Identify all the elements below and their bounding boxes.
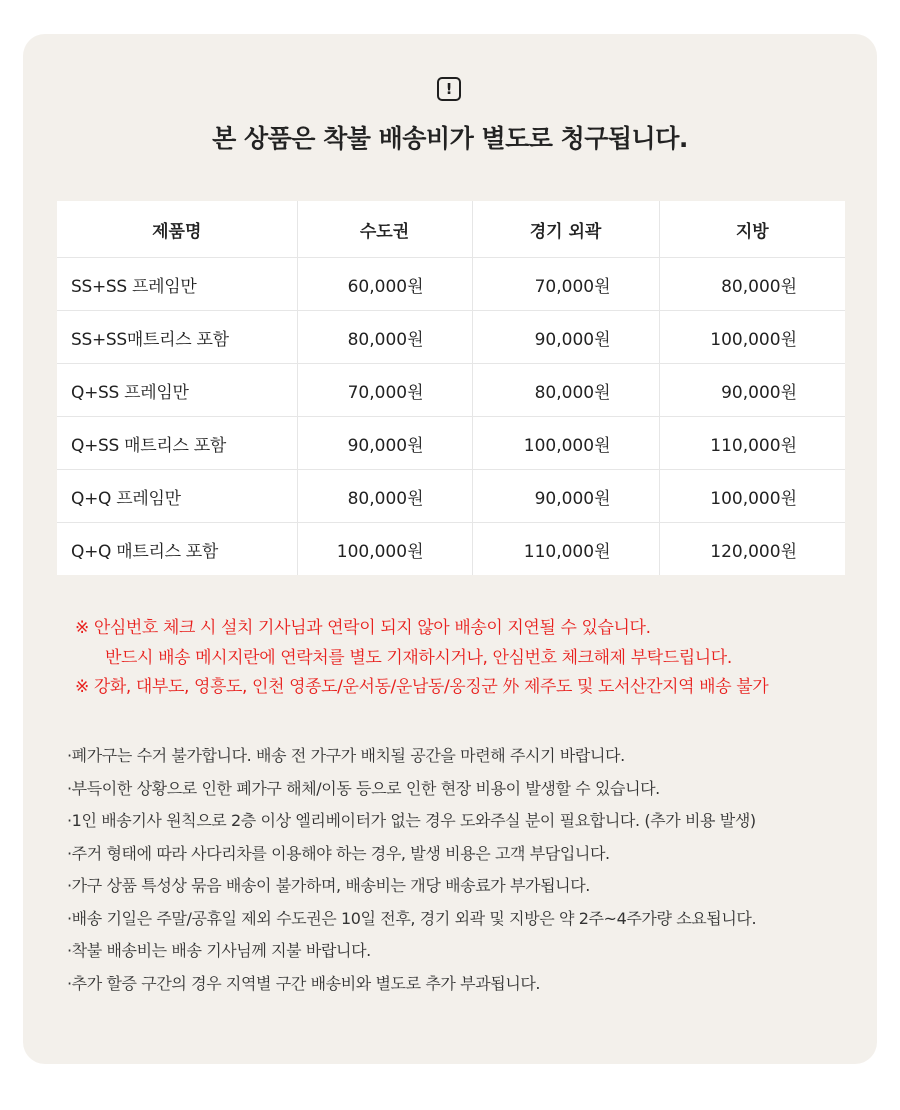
price-cell: 110,000원	[472, 523, 659, 576]
list-item: ·가구 상품 특성상 묶음 배송이 불가하며, 배송비는 개당 배송료가 부가됩니다.	[67, 876, 590, 895]
price-cell: 80,000원	[472, 364, 659, 417]
table-row	[57, 311, 845, 364]
warning-notice	[75, 614, 875, 703]
list-item: ·부득이한 상황으로 인한 폐가구 해체/이동 등으로 인한 현장 비용이 발생할 수 있습니다.	[67, 778, 660, 798]
product-name-cell: Q+Q 프레임만	[57, 470, 297, 523]
notice-line-contact-request: 반드시 배송 메시지란에 연락처를 별도 기재하시거나, 안심번호 체크해제 부탁드립니다.	[105, 647, 732, 668]
list-item: ·1인 배송기사 원칙으로 2층 이상 엘리베이터가 없는 경우 도와주실 분이 필요합니다. (추가 비용 발생)	[67, 811, 756, 830]
list-item: ·착불 배송비는 배송 기사님께 지불 바랍니다.	[67, 941, 371, 960]
price-cell: 120,000원	[710, 541, 797, 562]
table-row	[57, 364, 845, 417]
column-header-capital-area: 수도권	[297, 201, 472, 258]
alert-exclamation-icon: !	[437, 77, 461, 101]
table-header-row	[57, 201, 845, 258]
price-cell: 90,000원	[472, 470, 659, 523]
price-cell: 110,000원	[659, 417, 845, 470]
price-cell: 70,000원	[297, 364, 472, 417]
product-name-cell: SS+SS매트리스 포함	[57, 311, 297, 364]
price-cell: 80,000원	[659, 258, 845, 311]
table-row	[57, 258, 845, 311]
price-cell: 100,000원	[297, 523, 472, 576]
price-cell: 60,000원	[297, 258, 472, 311]
list-item: ·폐가구는 수거 불가합니다. 배송 전 가구가 배치될 공간을 마련해 주시기 바랍니다.	[67, 746, 625, 765]
table-row	[57, 523, 845, 576]
price-cell: 100,000원	[472, 417, 659, 470]
price-cell: 70,000원	[472, 258, 659, 311]
page-title: 본 상품은 착불 배송비가 별도로 청구됩니다.	[212, 124, 688, 153]
product-name-cell: Q+Q 매트리스 포함	[57, 523, 297, 576]
shipping-notice-card	[23, 34, 877, 1064]
product-name-cell: SS+SS 프레임만	[57, 258, 297, 311]
price-cell: 100,000원	[659, 470, 845, 523]
price-cell: 90,000원	[297, 417, 472, 470]
notice-line-undeliverable-areas: ※ 강화, 대부도, 영흥도, 인천 영종도/운서동/운남동/옹징군 外 제주도 및 도서산간지역 배송 불가	[75, 677, 769, 697]
table-row	[57, 470, 845, 523]
product-name-cell: Q+SS 매트리스 포함	[57, 417, 297, 470]
price-cell: 90,000원	[472, 311, 659, 364]
table-row	[57, 417, 845, 470]
column-header-product: 제품명	[57, 201, 297, 258]
price-cell: 90,000원	[659, 364, 845, 417]
price-cell: 100,000원	[659, 311, 845, 364]
column-header-provinces: 지방	[659, 201, 845, 258]
product-name-cell: Q+SS 프레임만	[57, 364, 297, 417]
list-item: ·배송 기일은 주말/공휴일 제외 수도권은 10일 전후, 경기 외곽 및 지방은 약 2주~4주가량 소요됩니다.	[67, 908, 757, 928]
list-item: ·추가 할증 구간의 경우 지역별 구간 배송비와 별도로 추가 부과됩니다.	[67, 973, 541, 993]
list-item: ·주거 형태에 따라 사다리차를 이용해야 하는 경우, 발생 비용은 고객 부담입니다.	[67, 843, 610, 863]
price-cell: 80,000원	[297, 470, 472, 523]
notice-line-safe-number: ※ 안심번호 체크 시 설치 기사님과 연락이 되지 않아 배송이 지연될 수 있습니다.	[75, 618, 651, 638]
column-header-gyeonggi-outskirts: 경기 외곽	[472, 201, 659, 258]
shipping-fee-table	[57, 201, 845, 575]
delivery-info-list	[67, 740, 867, 1000]
price-cell: 80,000원	[297, 311, 472, 364]
